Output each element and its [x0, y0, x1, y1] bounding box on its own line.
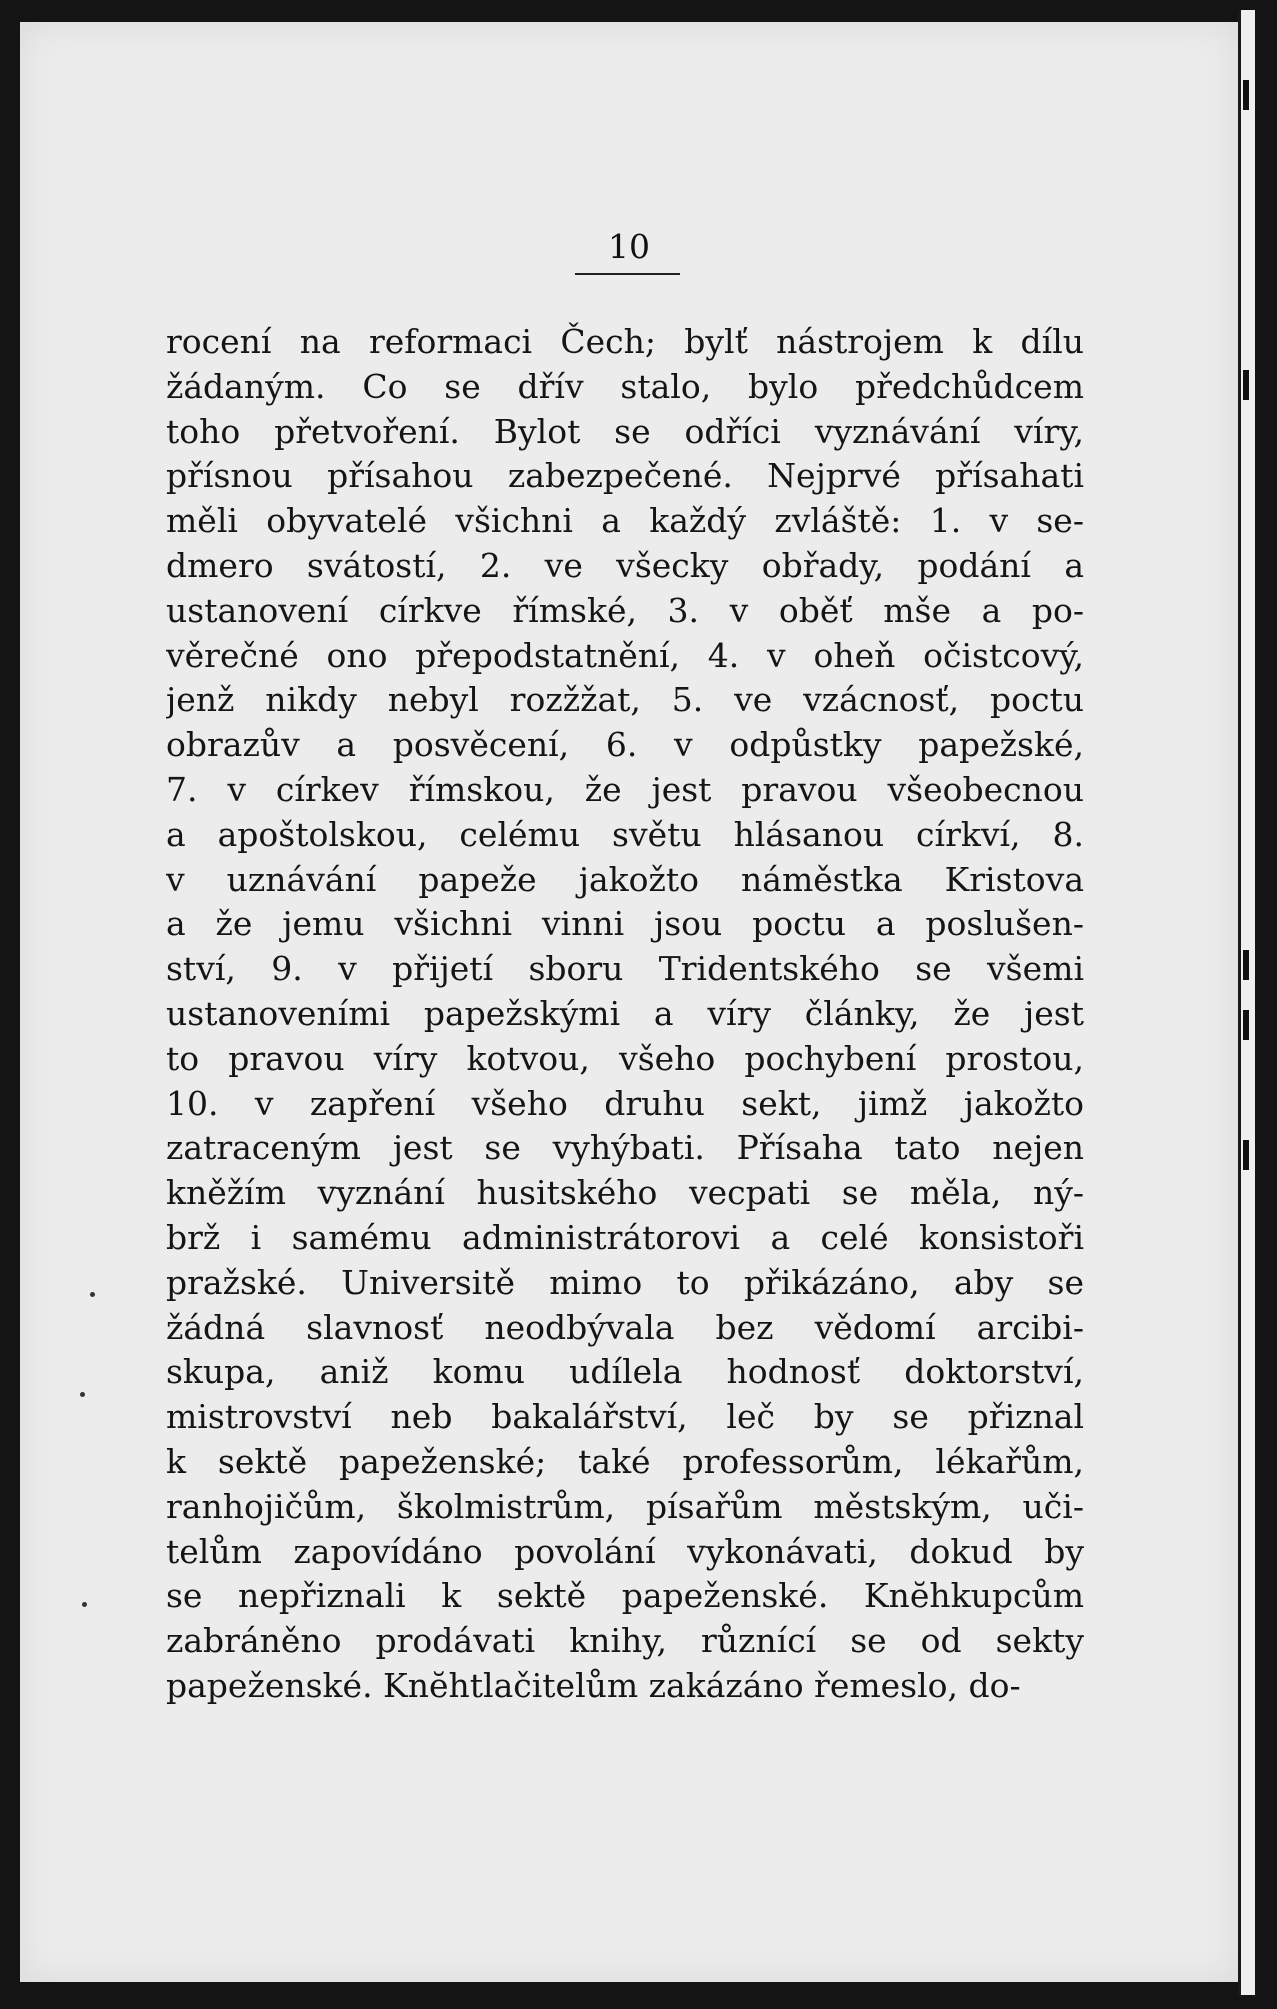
text-line: se nepřiznali k sektě papeženské. Knĕhkupcům — [166, 1576, 1084, 1616]
text-line: 7. v církev římskou, že jest pravou všeobecnou — [166, 769, 1084, 809]
page-number: 10 — [608, 227, 650, 266]
text-line: v uznávání papeže jakožto náměstka Kristova — [166, 859, 1084, 899]
text-line: obrazův a posvěcení, 6. v odpůstky papežské, — [166, 725, 1084, 765]
text-line: mistrovství neb bakalářství, leč by se přiznal — [166, 1397, 1084, 1437]
scan-speck — [90, 1292, 95, 1297]
text-line: a apoštolskou, celému světu hlásanou církví, 8. — [166, 814, 1084, 854]
text-line: ustanovení církve římské, 3. v oběť mše a po- — [166, 590, 1084, 630]
text-line: přísnou přísahou zabezpečené. Nejprvé přísahati — [166, 456, 1084, 496]
text-line: dmero svátostí, 2. ve všecky obřady, podání a — [166, 545, 1084, 585]
text-line: měli obyvatelé všichni a každý zvláště: 1. v se- — [166, 501, 1084, 541]
binding-thread — [1243, 370, 1249, 400]
text-line: rocení na reformaci Čech; bylť nástrojem k dílu — [166, 322, 1084, 361]
book-binding-edge — [1238, 10, 1255, 1995]
book-page — [20, 22, 1238, 1982]
text-line: zatraceným jest se vyhýbati. Přísaha tato nejen — [166, 1128, 1084, 1168]
text-line: pražské. Universitě mimo to přikázáno, aby se — [166, 1262, 1084, 1302]
text-line: skupa, aniž komu udílela hodnosť doktorství, — [166, 1352, 1084, 1392]
text-line: to pravou víry kotvou, všeho pochybení prostou, — [166, 1038, 1084, 1078]
text-line: papeženské. Knĕhtlačitelům zakázáno řemeslo, do- — [166, 1665, 1021, 1705]
text-line: 10. v zapření všeho druhu sekt, jimž jakožto — [166, 1083, 1084, 1123]
text-line: žádná slavnosť neodbývala bez vědomí arcibi- — [166, 1307, 1084, 1347]
page-number-rule — [575, 273, 680, 275]
text-line: a že jemu všichni vinni jsou poctu a poslušen- — [166, 904, 1084, 944]
binding-thread — [1243, 1140, 1249, 1170]
scan-speck — [82, 1602, 87, 1607]
text-line: ství, 9. v přijetí sboru Tridentského se všemi — [166, 949, 1084, 989]
scan-speck — [80, 1392, 85, 1397]
text-line: toho přetvoření. Bylot se odříci vyznávání víry, — [166, 411, 1084, 451]
binding-thread — [1243, 1010, 1249, 1040]
text-line: ustanoveními papežskými a víry články, že jest — [166, 993, 1084, 1033]
text-line: k sektě papeženské; také professorům, lékařům, — [166, 1441, 1084, 1481]
text-line: telům zapovídáno povolání vykonávati, dokud by — [166, 1531, 1084, 1571]
text-line: brž i samému administrátorovi a celé konsistoři — [166, 1217, 1084, 1257]
page-body-text — [166, 320, 1084, 1709]
binding-thread — [1243, 80, 1249, 110]
text-line: kněžím vyznání husitského vecpati se měla, ný- — [166, 1173, 1084, 1213]
text-line: věrečné ono přepodstatnění, 4. v oheň očistcový, — [166, 635, 1084, 675]
text-line: žádaným. Co se dřív stalo, bylo předchůdcem — [166, 366, 1084, 406]
text-line: ranhojičům, školmistrům, písařům městským, uči- — [166, 1486, 1084, 1526]
binding-thread — [1243, 950, 1249, 980]
text-line: jenž nikdy nebyl rozžžat, 5. ve vzácnosť, poctu — [166, 680, 1084, 720]
text-line: zabráněno prodávati knihy, různící se od sekty — [166, 1621, 1084, 1661]
